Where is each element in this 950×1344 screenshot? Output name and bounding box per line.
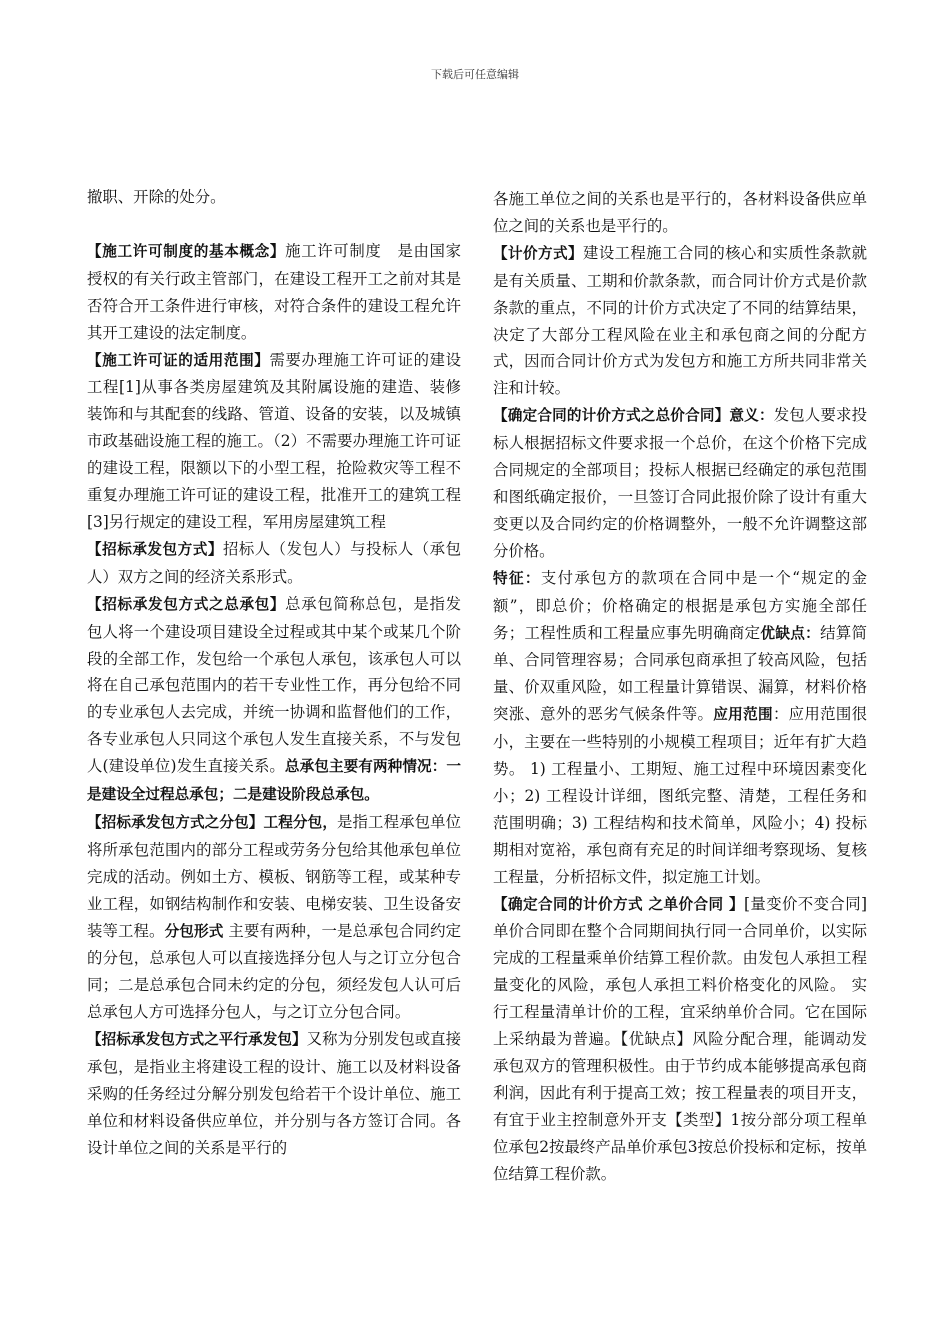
body-text: [量变价不变合同]单价合同即在整个合同期间执行同一合同单价，以实际完成的工程量乘单价结算工程价款。由发包人承担工程量变化的风险，承包人承担工料价格变化的风险。 实行工程量清单计价的工程，宜采纳单价合同。它在国际上采纳最为普遍。【优缺点】风险分配合理，能调动发承包双方的管理积极性。由于节约成本能够提高承包商利润，因此有利于提高工效；按工程量表的项目开支，有宜于业主控制意外开支【类型】1按分部分项工程单位承包2按最终产品单价承包3按总价投标和定标，按单位结算工程价款。 bbox=[493, 894, 867, 1183]
body-text: 需要办理施工许可证的建设工程[1]从事各类房屋建筑及其附属设施的建造、装修装饰和与其配套的线路、管道、设备的安装，以及城镇市政基础设施工程的施工。（2）不需要办理施工许可证的建设工程，限额以下的小型工程，抢险救灾等工程不重复办理施工许可证的建设工程，批准开工的建筑工程[3]另行规定的建设工程，军用房屋建筑工程 bbox=[87, 350, 461, 531]
section-heading: 【确定合同的计价方式之总价合同】意义： bbox=[493, 407, 774, 425]
paragraph bbox=[87, 536, 461, 591]
section-heading: 【施工许可制度的基本概念】 bbox=[87, 242, 286, 260]
bold-text: 分包形式 bbox=[164, 922, 224, 940]
body-text: 结算简单、合同管理容易；合同承包商承担了较高风险，包括量、价双重风险，如工程量计算错误、漏算，材料价格突涨、意外的恶劣气候条件等。 bbox=[493, 623, 867, 724]
section-heading: 【招标承发包方式之平行承发包】 bbox=[87, 1031, 307, 1049]
paragraph bbox=[493, 891, 867, 1188]
body-text: 总承包简称总包，是指发包人将一个建设项目建设全过程或其中某个或某几个阶段的全部工作，发包给一个承包人承包，该承包人可以将在自己承包范围内的若干专业性工作，再分包给不同的专业承包人去完成，并统一协调和监督他们的工作，各专业承包人只同这个承包人发生直接关系，不与发包人(建设单位)发生直接关系。 bbox=[87, 594, 461, 776]
paragraph bbox=[493, 240, 867, 402]
bold-text: 优缺点： bbox=[760, 624, 821, 642]
paragraph bbox=[87, 1026, 461, 1162]
section-heading: 【招标承发包方式之总承包】 bbox=[87, 595, 286, 613]
body-text: 建设工程施工合同的核心和实质性条款就是有关质量、工期和价款条款，而合同计价方式是价款条款的重点，不同的计价方式决定了不同的结算结果，决定了大部分工程风险在业主和承包商之间的分配方式，因而合同计价方式为发包方和施工方所共同非常关注和计较。 bbox=[493, 243, 867, 398]
body-text: 施工许可制度 是由国家授权的有关行政主管部门，在建设工程开工之前对其是否符合开工条件进行审核，对符合条件的建设工程允许其开工建设的法定制度。 bbox=[87, 241, 461, 342]
section-heading: 【招标承发包方式】 bbox=[87, 540, 223, 558]
body-text: 支付承包方的款项在合同中是一个“规定的金额”，即总价；价格确定的根据是承包方实施全部任务；工程性质和工程量应事先明确商定 bbox=[493, 568, 867, 642]
section-heading: 【施工许可证的适用范围】 bbox=[87, 351, 270, 369]
paragraph bbox=[493, 186, 867, 240]
paragraph bbox=[87, 809, 461, 1026]
paragraph bbox=[87, 238, 461, 347]
paragraph bbox=[87, 184, 461, 211]
bold-text: 总承包主要有两种情况：一是建设全过程总承包；二是建设阶段总承包。 bbox=[87, 758, 461, 804]
section-heading: 【计价方式】 bbox=[493, 244, 584, 262]
body-text: 撤职、开除的处分。 bbox=[87, 188, 226, 206]
body-text: 发包人要求投标人根据招标文件要求报一个总价，在这个价格下完成合同规定的全部项目；投标人根据已经确定的承包范围和图纸确定报价，一旦签订合同此报价除了设计有重大变更以及合同约定的价格调整外，一般不允许调整这部分价格。 bbox=[493, 406, 867, 560]
body-text: 各施工单位之间的关系也是平行的，各材料设备供应单位之间的关系也是平行的。 bbox=[493, 190, 867, 235]
left-column bbox=[87, 184, 461, 1162]
bold-text: 应用范围 bbox=[713, 706, 773, 724]
paragraph bbox=[493, 565, 867, 891]
section-heading: 【确定合同的计价方式 之单价合同 】 bbox=[493, 895, 744, 913]
body-text: ：应用范围很小，主要在一些特别的小规模工程项目；近年有扩大趋势。 1) 工程量小、工期短、施工过程中环境因素变化小；2) 工程设计详细，图纸完整、清楚，工程任务和范围明确；3) 工程结构和技术简单，风险小；4) 投标期相对宽裕，承包商有充足的时间详细考察现场、复核工程量，分析招标文件，拟定施工计划。 bbox=[493, 705, 867, 886]
body-text: 主要有两种，一是总承包合同约定的分包，总承包人可以直接选择分包人与之订立分包合同；二是总承包合同未约定的分包，须经发包人认可后总承包人方可选择分包人，与之订立分包合同。 bbox=[87, 921, 461, 1022]
paragraph bbox=[87, 591, 461, 809]
body-text: 又称为分别发包或直接承包，是指业主将建设工程的设计、施工以及材料设备采购的任务经过分解分别发包给若干个设计单位、施工单位和材料设备供应单位，并分别与各方签订合同。各设计单位之间的关系是平行的 bbox=[87, 1030, 461, 1157]
paragraph bbox=[493, 402, 867, 564]
right-column bbox=[493, 186, 867, 1188]
paragraph bbox=[87, 347, 461, 536]
section-heading: 特征： bbox=[493, 569, 541, 587]
body-text: 招标人（发包人）与投标人（承包人）双方之间的经济关系形式。 bbox=[87, 539, 461, 586]
page-header: 下载后可任意编辑 bbox=[431, 68, 519, 81]
section-heading: 【招标承发包方式之分包】工程分包， bbox=[87, 813, 338, 831]
body-text: 是指工程承包单位将所承包范围内的部分工程或劳务分包给其他承包单位完成的活动。例如土方、模板、钢筋等工程，或某种专业工程，如钢结构制作和安装、电梯安装、卫生设备安装等工程。 bbox=[87, 812, 461, 940]
blank-line bbox=[87, 211, 461, 238]
